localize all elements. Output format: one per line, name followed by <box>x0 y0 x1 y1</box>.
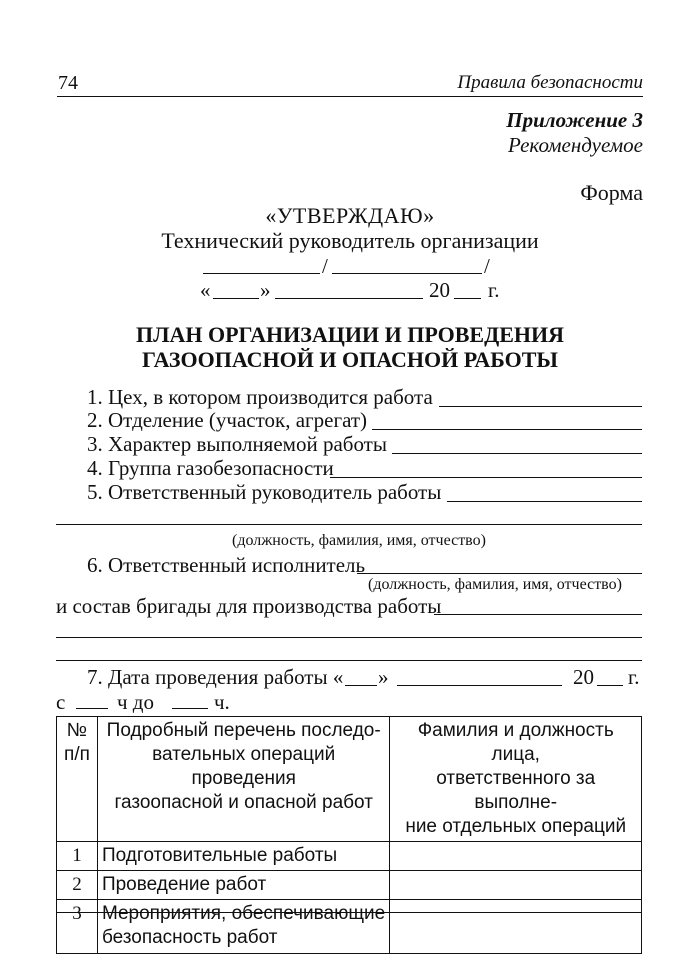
plan-title-line2: ГАЗООПАСНОЙ И ОПАСНОЙ РАБОТЫ <box>141 347 559 372</box>
approver-position: Технический руководитель организации <box>161 228 539 253</box>
row-number: 3 <box>57 900 98 954</box>
manager-blank <box>447 501 642 502</box>
time-to-label: ч до <box>117 690 154 714</box>
row-operation: Мероприятия, обеспечивающие безопасность работ <box>97 900 390 954</box>
work-year-prefix: 20 <box>573 665 594 689</box>
plan-title-line1: ПЛАН ОРГАНИЗАЦИИ И ПРОВЕДЕНИЯ <box>135 322 565 347</box>
item-work-type: 3. Характер выполняемой работы <box>87 432 387 456</box>
col-header-number: № п/п <box>57 717 98 842</box>
page-number: 74 <box>58 72 78 94</box>
approve-heading: «УТВЕРЖДАЮ» <box>265 203 435 228</box>
item-responsible-executor: 6. Ответственный исполнитель <box>87 553 366 577</box>
work-date-quote-close: » <box>378 665 389 689</box>
work-type-blank <box>392 453 642 454</box>
time-from-label: с <box>56 690 66 714</box>
row-responsible <box>390 900 642 954</box>
signature-slash: / <box>322 254 328 278</box>
operations-table <box>56 716 642 954</box>
work-year-blank <box>597 685 623 686</box>
time-from-blank <box>76 708 108 709</box>
col-header-operations: Подробный перечень последо- вательных операций проведения газоопасной и опасной работ <box>97 717 390 842</box>
executor-blank <box>357 573 642 574</box>
gas-group-blank <box>330 477 642 478</box>
time-to-blank <box>172 708 208 709</box>
manager-full-line <box>56 524 642 525</box>
running-head: Правила безопасности <box>457 72 643 93</box>
item-work-date: 7. Дата проведения работы « <box>87 665 344 689</box>
crew-line-3 <box>56 660 642 661</box>
workshop-blank <box>439 406 642 407</box>
crew-blank <box>434 614 642 615</box>
row-responsible <box>390 871 642 900</box>
month-blank <box>275 298 423 299</box>
row-operation: Подготовительные работы <box>97 842 390 871</box>
form-label: Форма <box>580 180 643 205</box>
department-blank <box>372 429 642 430</box>
item-gas-safety-group: 4. Группа газобезопасности <box>87 456 334 480</box>
item-department: 2. Отделение (участок, агрегат) <box>87 408 368 432</box>
executor-hint: (должность, фамилия, имя, отчество) <box>368 576 622 593</box>
item-workshop: 1. Цех, в котором производится работа <box>87 385 433 409</box>
row-number: 1 <box>57 842 98 871</box>
crew-label: и состав бригады для производства работы <box>56 594 442 618</box>
time-h-label: ч. <box>214 690 230 714</box>
name-blank <box>332 273 482 274</box>
year-blank <box>454 298 481 299</box>
work-month-blank <box>397 685 562 686</box>
work-year-suffix: г. <box>628 665 640 689</box>
col-header-responsible: Фамилия и должность лица, ответственного за выполне- ние отдельных операций <box>390 717 642 842</box>
date-quote-open: « <box>200 278 211 302</box>
bottom-rule <box>56 912 642 913</box>
year-suffix: г. <box>488 278 500 302</box>
date-quote-close: » <box>260 278 271 302</box>
table-row <box>57 842 642 871</box>
header-rule <box>57 96 643 97</box>
appendix-status: Рекомендуемое <box>508 133 643 157</box>
day-blank <box>213 298 259 299</box>
signature-slash-end: / <box>484 254 490 278</box>
year-prefix: 20 <box>429 278 450 302</box>
appendix-label: Приложение 3 <box>506 108 643 132</box>
row-number: 2 <box>57 871 98 900</box>
row-responsible <box>390 842 642 871</box>
signature-blank <box>203 273 320 274</box>
item-responsible-manager: 5. Ответственный руководитель работы <box>87 480 442 504</box>
crew-line-2 <box>56 637 642 638</box>
manager-hint: (должность, фамилия, имя, отчество) <box>232 532 486 549</box>
table-row <box>57 871 642 900</box>
table-row <box>57 900 642 954</box>
row-operation: Проведение работ <box>97 871 390 900</box>
table-header-row <box>57 717 642 842</box>
work-day-blank <box>345 685 377 686</box>
